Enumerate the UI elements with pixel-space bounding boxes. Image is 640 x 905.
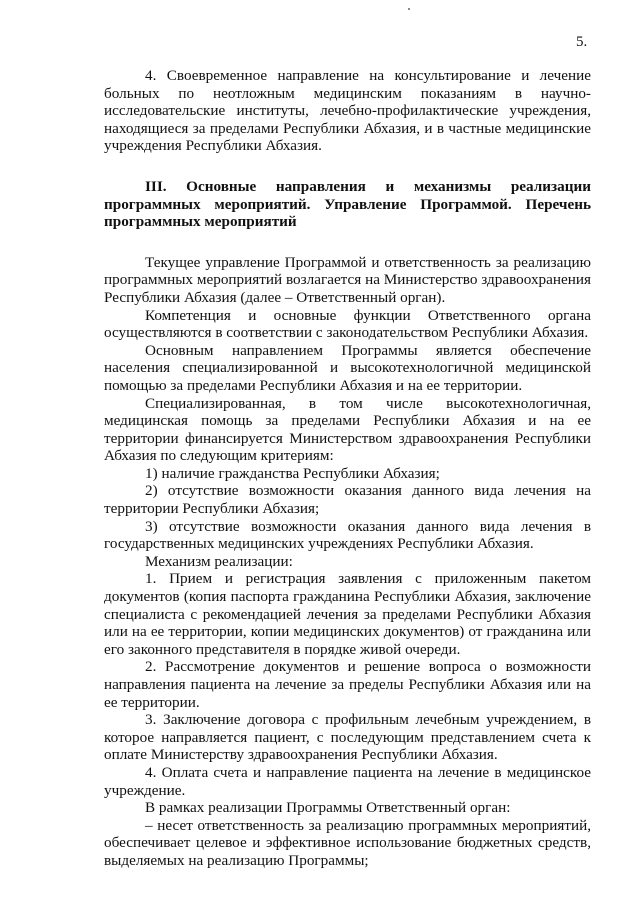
list-item: 2. Рассмотрение документов и решение вопроса о возможности направления пациента на лечение за пределы Республики Абхазия или на ее территории. [104, 658, 591, 711]
list-item: – несет ответственность за реализацию программных мероприятий, обеспечивает целевое и эффективное использование бюджетных средств, выделяемых на реализацию Программы; [104, 816, 591, 869]
list-item: 1) наличие гражданства Республики Абхазия; [145, 464, 440, 482]
page-number: 5. [576, 34, 588, 50]
scan-speck [408, 8, 410, 10]
paragraph: Механизм реализации: [145, 552, 293, 570]
paragraph: Компетенция и основные функции Ответственного органа осуществляются в соответствии с законодательством Республики Абхазия. [104, 306, 591, 342]
list-item: 1. Прием и регистрация заявления с приложенным пакетом документов (копия паспорта гражданина Республики Абхазия, заключение специалиста с рекомендацией лечения за пределами Республики Абхазия или на ее территории, копии медицинских документов) от гражданина или его законного представителя в порядке живой очереди. [104, 570, 591, 658]
list-item: 3) отсутствие возможности оказания данного вида лечения в государственных медицинских учреждениях Республики Абхазия. [104, 517, 591, 553]
document-body [104, 67, 591, 870]
section-heading: III. Основные направления и механизмы реализации программных мероприятий. Управление Программой. Перечень программных мероприятий [104, 177, 591, 231]
paragraph: В рамках реализации Программы Ответственный орган: [145, 799, 511, 817]
list-item: 4. Оплата счета и направление пациента на лечение в медицинское учреждение. [104, 763, 591, 799]
paragraph: 4. Своевременное направление на консультирование и лечение больных по неотложным медицинским показаниям в научно-исследовательские институты, лечебно-профилактические учреждения, находящиеся за пределами Республики Абхазия, и в частные медицинские учреждения Республики Абхазия. [104, 67, 591, 155]
paragraph: Специализированная, в том числе высокотехнологичная, медицинская помощь за пределами Республики Абхазия и на ее территории финансируется Министерством здравоохранения Республики Абхазия по следующим критериям: [104, 394, 591, 465]
list-item: 2) отсутствие возможности оказания данного вида лечения на территории Республики Абхазия; [104, 482, 591, 518]
list-item: 3. Заключение договора с профильным лечебным учреждением, в которое направляется пациент, с последующим представлением счета к оплате Министерству здравоохранения Республики Абхазия. [104, 711, 591, 764]
paragraph: Текущее управление Программой и ответственность за реализацию программных мероприятий возлагается на Министерство здравоохранения Республики Абхазия (далее – Ответственный орган). [104, 253, 591, 306]
paragraph: Основным направлением Программы является обеспечение населения специализированной и высокотехнологичной медицинской помощью за пределами Республики Абхазия и на ее территории. [104, 341, 591, 394]
